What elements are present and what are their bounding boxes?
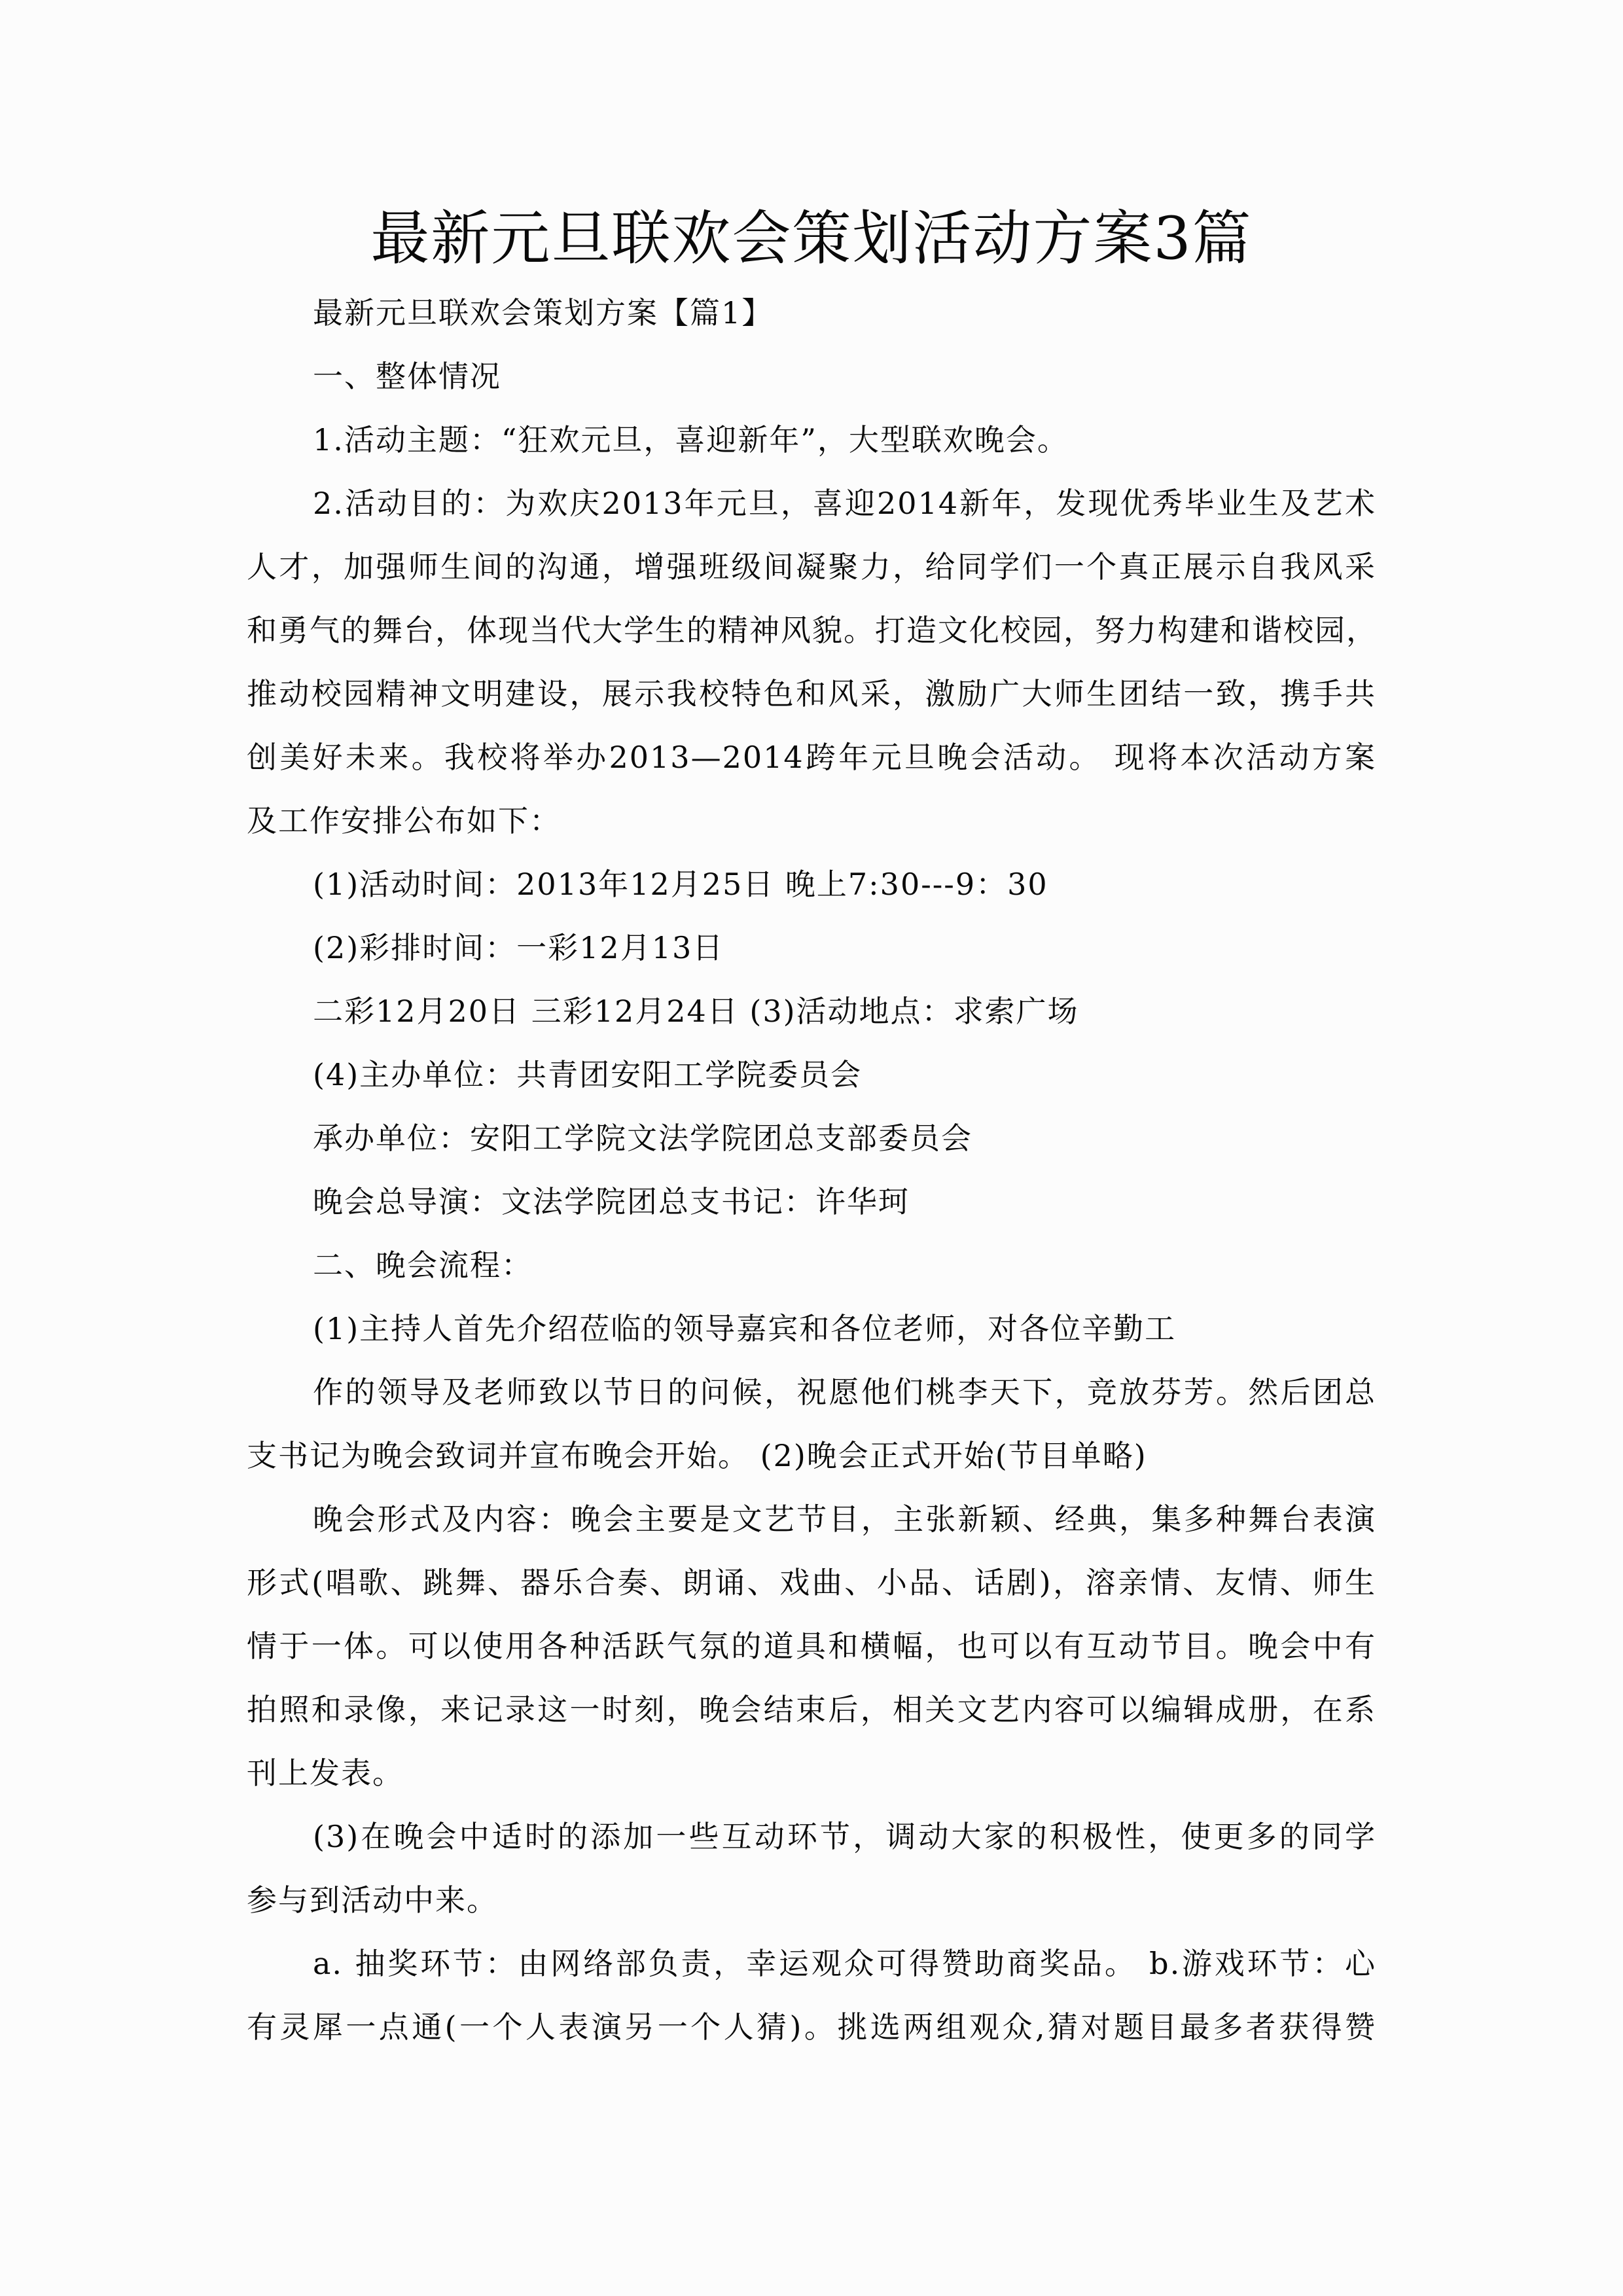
paragraph-line: (1)活动时间：2013年12月25日 晚上7:30---9：30: [313, 867, 1048, 902]
paragraph-line: (4)主办单位：共青团安阳工学院委员会: [313, 1057, 863, 1092]
paragraph-line: 作的领导及老师致以节日的问候，祝愿他们桃李天下，竞放芬芳。然后团总: [313, 1374, 1376, 1410]
paragraph-line: 人才，加强师生间的沟通，增强班级间凝聚力，给同学们一个真正展示自我风采: [247, 549, 1376, 584]
paragraph-line: 2.活动目的：为欢庆2013年元旦，喜迎2014新年，发现优秀毕业生及艺术: [313, 486, 1376, 521]
paragraph-line: 有灵犀一点通(一个人表演另一个人猜)。挑选两组观众,猜对题目最多者获得赞: [247, 2009, 1376, 2045]
document-title: 最新元旦联欢会策划活动方案3篇: [370, 204, 1253, 273]
paragraph-line: 晚会总导演：文法学院团总支书记：许华珂: [313, 1184, 910, 1219]
paragraph-line: (1)主持人首先介绍莅临的领导嘉宾和各位老师，对各位辛勤工: [313, 1311, 1177, 1346]
paragraph-line: 情于一体。可以使用各种活跃气氛的道具和横幅，也可以有互动节目。晚会中有: [247, 1628, 1376, 1664]
paragraph-line: 1.活动主题：“狂欢元旦，喜迎新年”，大型联欢晚会。: [313, 422, 1069, 457]
paragraph-line: 形式(唱歌、跳舞、器乐合奏、朗诵、戏曲、小品、话剧)，溶亲情、友情、师生: [247, 1565, 1376, 1600]
paragraph-line: 支书记为晚会致词并宣布晚会开始。 (2)晚会正式开始(节目单略): [247, 1438, 1147, 1473]
paragraph-line: a. 抽奖环节：由网络部负责，幸运观众可得赞助商奖品。 b.游戏环节：心: [313, 1946, 1376, 1981]
paragraph-line: 承办单位：安阳工学院文法学院团总支部委员会: [313, 1121, 972, 1156]
paragraph-line: (3)在晚会中适时的添加一些互动环节，调动大家的积极性，使更多的同学: [313, 1819, 1376, 1854]
paragraph-line: 和勇气的舞台，体现当代大学生的精神风貌。打造文化校园，努力构建和谐校园，: [247, 613, 1378, 648]
paragraph-line: 拍照和录像，来记录这一时刻，晚会结束后，相关文艺内容可以编辑成册，在系: [247, 1692, 1376, 1727]
paragraph-line: 及工作安排公布如下：: [247, 803, 561, 838]
paragraph-line: 二彩12月20日 三彩12月24日 (3)活动地点：求索广场: [313, 994, 1079, 1029]
paragraph-line: 推动校园精神文明建设，展示我校特色和风采，激励广大师生团结一致，携手共: [247, 676, 1376, 711]
heading-program-flow: 二、晚会流程：: [313, 1247, 533, 1283]
heading-overall: 一、整体情况: [313, 359, 501, 394]
section-title: 最新元旦联欢会策划方案【篇1】: [313, 295, 774, 331]
paragraph-line: (2)彩排时间：一彩12月13日: [313, 930, 724, 965]
paragraph-line: 刊上发表。: [247, 1755, 404, 1791]
paragraph-line: 创美好未来。我校将举办2013—2014跨年元旦晚会活动。 现将本次活动方案: [247, 740, 1376, 775]
paragraph-line: 晚会形式及内容：晚会主要是文艺节目，主张新颖、经典，集多种舞台表演: [313, 1501, 1376, 1537]
paragraph-line: 参与到活动中来。: [247, 1882, 498, 1918]
